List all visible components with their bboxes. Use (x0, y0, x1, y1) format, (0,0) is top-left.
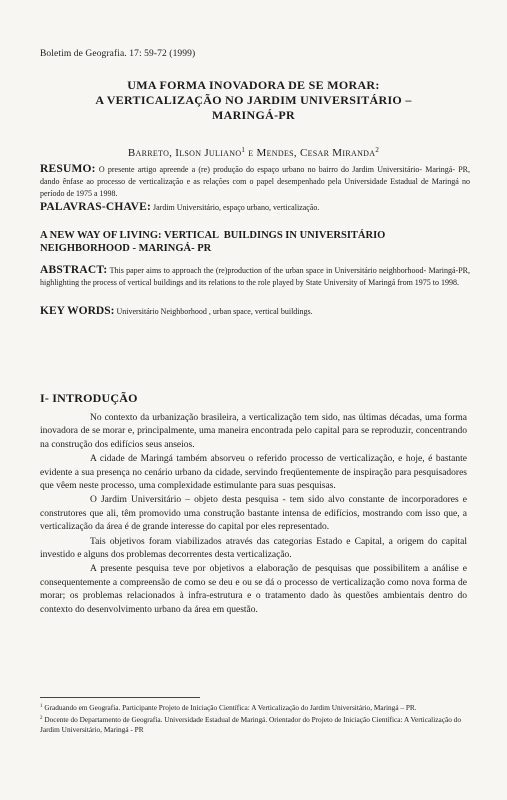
title-line-1: UMA FORMA INOVADORA DE SE MORAR: (127, 78, 380, 92)
keywords-block (40, 304, 470, 319)
body-paragraph: A presente pesquisa teve por objetivos a elaboração de pesquisas que possibilitem a análise e consequentemente a compreensão de como se deu e ou se dá o processo de verticalização como nova forma de morar; os problemas relacionados à infra-estrutura e o tratamento dado às questões ambientais dentro do contexto do desenvolvimento urbano da área em questão. (40, 564, 467, 615)
author-name: Barreto, Ilson Juliano (127, 147, 242, 159)
author-name: Mendes, Cesar Miranda (256, 147, 376, 159)
resumo-label: RESUMO: (40, 163, 96, 175)
abstract-text: This paper aims to approach the (re)production of the urban space in Universitário neighborhood- Maringá-PR, highlighting the process of vertical buildings and its relations to the role played by State University of Maringá from 1975 to 1998. (40, 266, 470, 287)
footnote-text: Docente do Departamento de Geografia. Universidade Estadual de Maringá. Orientador do Projeto de Iniciação Científica: A Verticalização do Jardim Universitário, Maringá - PR (40, 714, 461, 734)
abstract-label: ABSTRACT: (40, 264, 108, 276)
footnote-divider (40, 697, 200, 698)
keywords-label: KEY WORDS: (40, 305, 115, 317)
resumo-block (40, 163, 470, 200)
english-title (40, 229, 480, 255)
palavras-chave-label: PALAVRAS-CHAVE: (40, 201, 151, 213)
palavras-chave-block (40, 200, 470, 215)
title-line-2: A VERTICALIZAÇÃO NO JARDIM UNIVERSITÁRIO – (95, 93, 412, 107)
english-title-line-1: A NEW WAY OF LIVING: VERTICAL BUILDINGS IN UNIVERSITÁRIO (40, 230, 386, 241)
footnote (40, 714, 470, 736)
title-line-3: MARINGÁ-PR (212, 108, 295, 122)
body-paragraph: No contexto da urbanização brasileira, a verticalização tem sido, nas últimas décadas, uma forma inovadora de se morar e, principalmente, uma maneira encontrada pelo capital para se reproduzir, concentrando na construção dos edifícios seus anseios. (40, 413, 467, 450)
journal-citation: Boletim de Geografia. 17: 59-72 (1999) (40, 49, 196, 59)
author-connector: e (245, 147, 257, 159)
abstract-block (40, 264, 470, 289)
article-title (0, 78, 507, 123)
body-paragraph: Tais objetivos foram viabilizados através das categorias Estado e Capital, a origem do capital investido e alguns dos problemas decorrentes desta verticalização. (40, 536, 467, 561)
keywords-text: Universitário Neighborhood , urban space, vertical buildings. (116, 307, 313, 316)
section-heading: I- INTRODUÇÃO (40, 391, 138, 405)
footnote-text: Graduando em Geografia. Participante Projeto de Iniciação Científica: A Verticalização do Jardim Universitário, Maringá – PR. (42, 703, 417, 712)
footnotes (40, 702, 470, 736)
body-paragraph: O Jardim Universitário – objeto desta pesquisa - tem sido alvo constante de incorporadores e construtores que ali, têm promovido uma construção bastante intensa de edifícios, mostrando com isso que, a verticalização da área é de grande interesse do capital por eles representado. (40, 495, 467, 533)
english-title-line-2: NEIGHBORHOOD - MARINGÁ- PR (40, 243, 212, 254)
body-text (40, 412, 467, 617)
footnote-number: 2 (40, 715, 43, 721)
footnote-mark: 1 (241, 146, 246, 154)
footnote-number: 1 (40, 704, 43, 709)
palavras-chave-text: Jardim Universitário, espaço urbano, verticalização. (153, 203, 320, 212)
footnote-mark: 2 (375, 146, 380, 154)
footnote (40, 702, 470, 714)
author-list (0, 146, 507, 159)
body-paragraph: A cidade de Maringá também absorveu o referido processo de verticalização, e hoje, é bastante evidente a sua presença no cenário urbano da cidade, servindo freqüentemente de inspiração para pesquisadores que vêem neste processo, uma complexidade estimulante para suas pesquisas. (40, 454, 467, 492)
resumo-text: O presente artigo apreende a (re) produção do espaço urbano no bairro do Jardim Universitário- Maringá- PR, dando ênfase ao processo de verticalização e as relações com o papel desempenhado pela Universidade Estadual de Maringá no período de 1975 a 1998. (40, 165, 470, 198)
